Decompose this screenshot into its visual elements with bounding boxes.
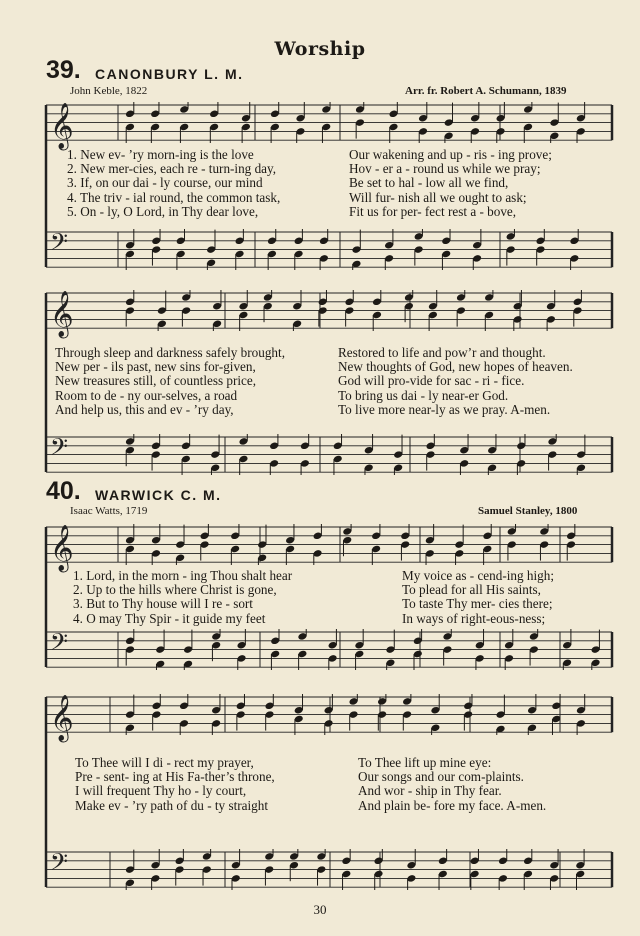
lyric-line-first-half: New per - ils past, new sins for-given, — [55, 359, 256, 375]
lyric-line-second-half: Be set to hal - low all we find, — [349, 175, 509, 191]
bass-clef-icon: 𝄢 — [50, 628, 69, 661]
lyric-line-first-half: 4. O may Thy Spir - it guide my feet — [73, 610, 266, 626]
lyric-line-first-half: Through sleep and darkness safely brought, — [55, 345, 285, 360]
tune-name: CANONBURY L. M. — [95, 66, 244, 82]
lyric-line-first-half: Pre - sent- ing at His Fa-ther’s throne, — [75, 769, 275, 785]
lyric-line-second-half: And plain be- fore my face. A-men. — [358, 797, 547, 813]
treble-clef-icon: 𝄞 — [50, 291, 74, 337]
music-credit: Arr. fr. Robert A. Schumann, 1839 — [405, 85, 567, 97]
lyric-line-second-half: To Thee lift up mine eye: — [358, 755, 492, 770]
treble-clef-icon: 𝄞 — [50, 525, 74, 571]
bass-clef-icon: 𝄢 — [50, 433, 69, 466]
bass-clef-icon: 𝄢 — [50, 228, 69, 261]
lyric-line-second-half: To live more near-ly as we pray. A-men. — [338, 401, 551, 417]
lyric-line-second-half: Will fur- nish all we ought to ask; — [349, 189, 527, 205]
lyric-line-second-half: In ways of right-eous-ness; — [402, 610, 546, 626]
words-credit: Isaac Watts, 1719 — [70, 505, 148, 517]
lyric-line-second-half: Our wakening and up - ris - ing prove; — [349, 147, 552, 162]
hymn-number: 40. — [46, 477, 81, 505]
lyric-line-second-half: Our songs and our com-plaints. — [358, 769, 524, 785]
lyric-line-first-half: 4. The triv - ial round, the common task, — [67, 189, 281, 205]
lyric-line-first-half: New treasures still, of countless price, — [55, 373, 257, 389]
lyric-line-first-half: 1. Lord, in the morn - ing Thou shalt hear — [73, 568, 293, 583]
page-number: 30 — [313, 902, 327, 917]
lyric-line-first-half: Make ev - ’ry path of du - ty straight — [75, 797, 268, 813]
lyric-line-first-half: 3. If, on our dai - ly course, our mind — [67, 175, 263, 191]
music-credit: Samuel Stanley, 1800 — [478, 505, 578, 517]
lyric-line-second-half: Fit us for per- fect rest a - bove, — [349, 203, 517, 219]
treble-clef-icon: 𝄞 — [50, 695, 74, 741]
treble-clef-icon: 𝄞 — [50, 103, 74, 149]
lyric-line-first-half: To Thee will I di - rect my prayer, — [75, 755, 254, 770]
lyric-line-first-half: I will frequent Thy ho - ly court, — [75, 783, 247, 799]
bass-clef-icon: 𝄢 — [50, 848, 69, 881]
lyric-line-second-half: To taste Thy mer- cies there; — [402, 596, 553, 612]
lyric-line-first-half: 3. But to Thy house will I re - sort — [73, 596, 253, 612]
lyric-line-second-half: God will pro-vide for sac - ri - fice. — [338, 373, 525, 389]
lyric-line-second-half: And wor - ship in Thy fear. — [358, 783, 502, 799]
lyric-line-first-half: 5. On - ly, O Lord, in Thy dear love, — [67, 203, 259, 219]
words-credit: John Keble, 1822 — [70, 85, 148, 97]
lyric-line-second-half: Hov - er a - round us while we pray; — [349, 161, 541, 177]
lyric-line-first-half: 2. New mer-cies, each re - turn-ing day, — [67, 161, 277, 177]
lyric-line-first-half: 2. Up to the hills where Christ is gone, — [73, 582, 277, 598]
lyric-line-first-half: And help us, this and ev - ’ry day, — [55, 401, 234, 417]
section-title: Worship — [274, 38, 366, 60]
tune-name: WARWICK C. M. — [95, 487, 222, 503]
lyric-line-second-half: New thoughts of God, new hopes of heaven. — [338, 359, 573, 375]
lyric-line-first-half: Room to de - ny our-selves, a road — [55, 387, 238, 403]
lyric-line-second-half: To plead for all His saints, — [402, 582, 541, 598]
lyric-line-second-half: Restored to life and pow’r and thought. — [338, 345, 546, 360]
lyric-line-first-half: 1. New ev- ’ry morn-ing is the love — [67, 147, 254, 162]
lyric-line-second-half: To bring us dai - ly near-er God. — [338, 387, 509, 403]
lyric-line-second-half: My voice as - cend-ing high; — [402, 568, 554, 583]
hymn-number: 39. — [46, 56, 81, 84]
